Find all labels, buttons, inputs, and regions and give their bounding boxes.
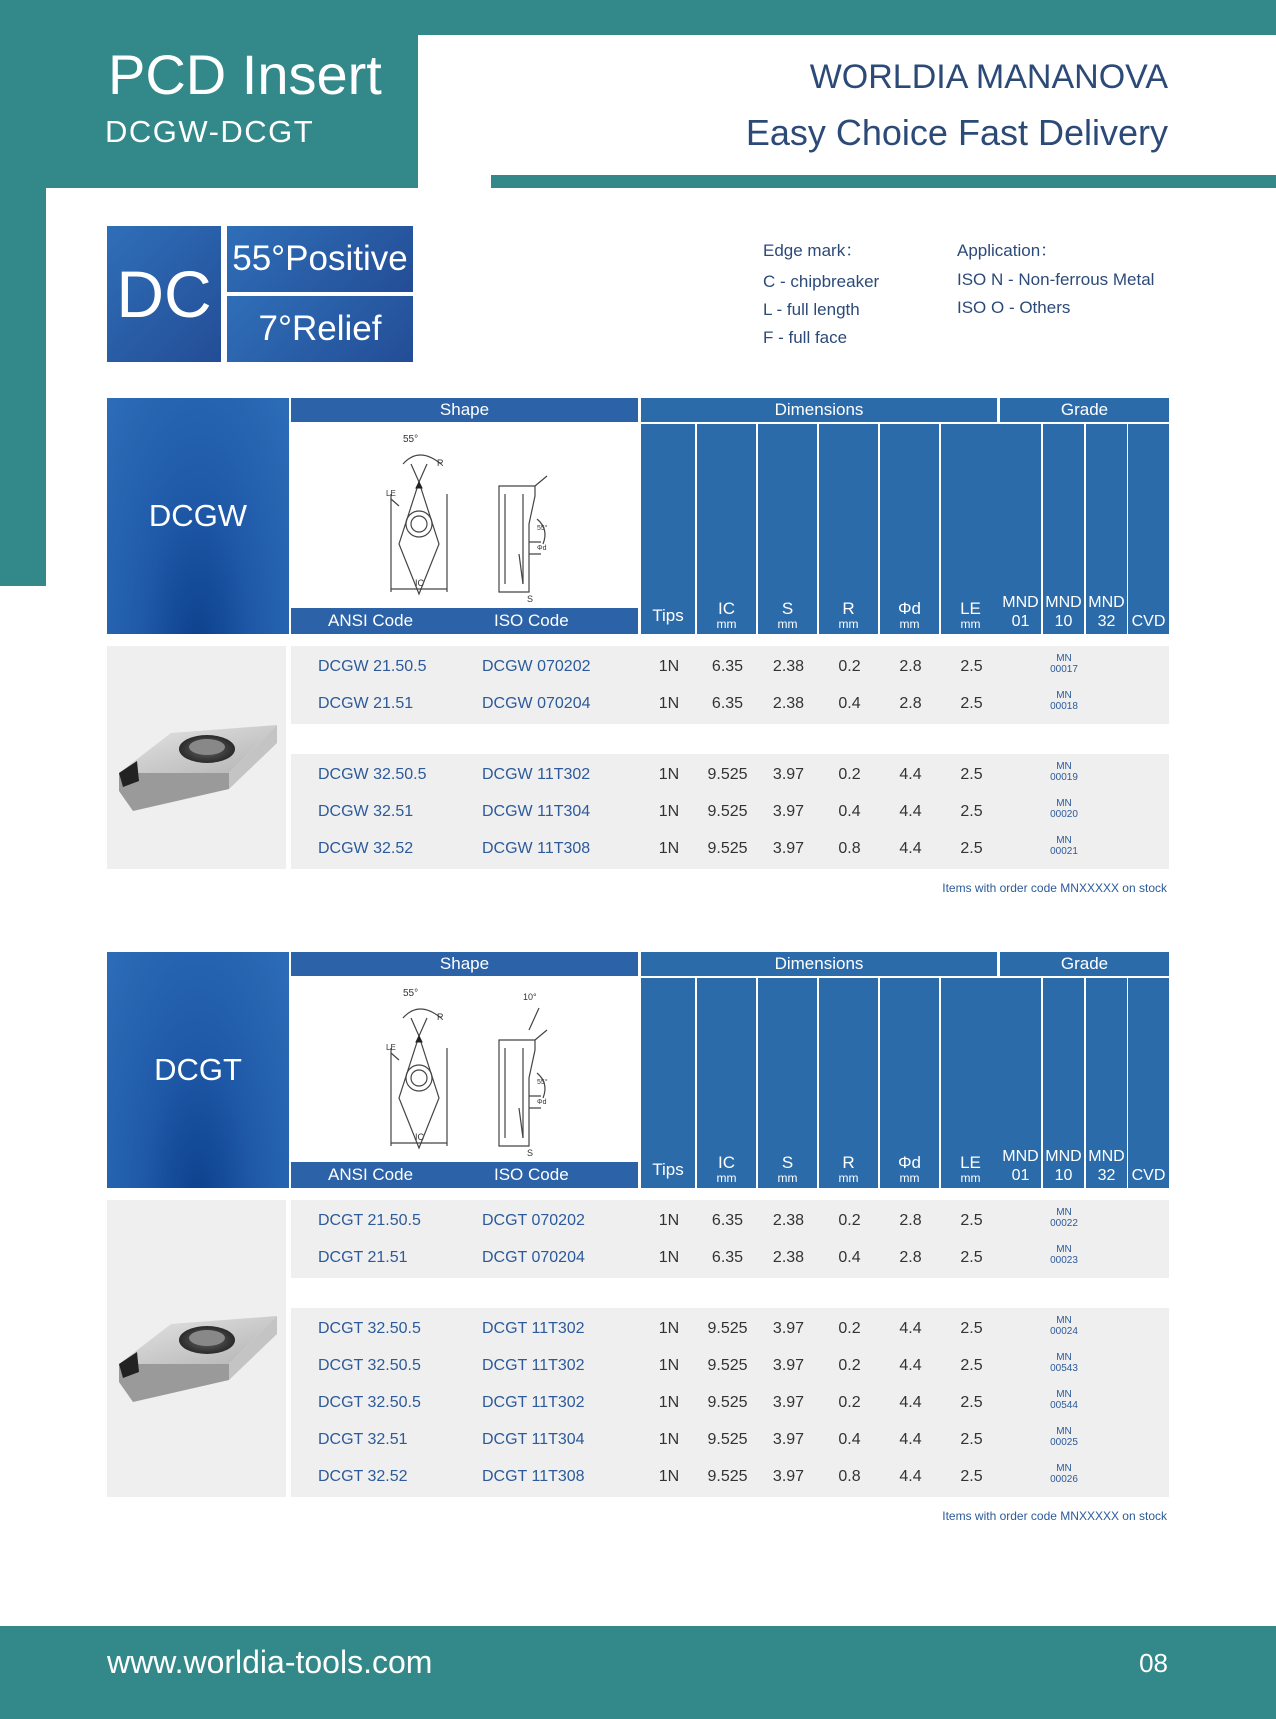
value-tips: 1N — [658, 658, 680, 675]
grade-column-header — [1000, 424, 1041, 634]
iso-code: DCGT 11T302 — [482, 1357, 585, 1374]
ansi-code-header: ANSI Code — [328, 611, 414, 630]
edge-mark-item: L - full length — [763, 300, 860, 319]
value-s: 3.97 — [772, 840, 805, 857]
edge-mark-item: C - chipbreaker — [763, 272, 880, 291]
order-code: 00018 — [1050, 701, 1078, 712]
iso-code: DCGT 11T302 — [482, 1320, 585, 1337]
edge-mark-item: F - full face — [763, 328, 848, 347]
value-tips: 1N — [658, 1394, 680, 1411]
iso-code: DCGW 070204 — [482, 695, 591, 712]
table-row — [0, 1312, 1276, 1346]
table-row — [0, 1204, 1276, 1238]
value-le: 2.5 — [960, 695, 983, 712]
value-tips: 1N — [658, 1249, 680, 1266]
value-tips: 1N — [658, 840, 680, 857]
value-r: 0.2 — [838, 1394, 861, 1411]
page-title: PCD Insert — [108, 43, 382, 106]
diagram-label: 55° — [403, 988, 419, 999]
column-unit: mm — [716, 617, 737, 631]
grade-label: MND — [1045, 1148, 1082, 1165]
grade-sublabel: 32 — [1097, 1167, 1116, 1184]
iso-code: DCGT 11T308 — [482, 1468, 585, 1485]
grade-sublabel: 32 — [1097, 613, 1116, 630]
order-code: 00019 — [1050, 772, 1078, 783]
brand-name: WORLDIA MANANOVA — [809, 58, 1168, 96]
value-tips: 1N — [658, 1468, 680, 1485]
grade-header: Grade — [1000, 952, 1169, 976]
value-tips: 1N — [658, 1320, 680, 1337]
value-ic: 9.525 — [707, 1468, 748, 1485]
value-r: 0.4 — [838, 1431, 861, 1448]
value-d: 4.4 — [899, 1431, 922, 1448]
stock-note: Items with order code MNXXXXX on stock — [942, 1509, 1167, 1523]
grade-sublabel: 01 — [1011, 1167, 1030, 1184]
value-d: 4.4 — [899, 803, 922, 820]
value-s: 3.97 — [772, 803, 805, 820]
page-subtitle: DCGW-DCGT — [105, 114, 315, 149]
column-label: Φd — [897, 1153, 922, 1172]
value-r: 0.2 — [838, 1320, 861, 1337]
application-title: Application： — [957, 241, 1058, 260]
diagram-label: LE — [386, 489, 396, 498]
value-r: 0.2 — [838, 1357, 861, 1374]
value-d: 2.8 — [899, 658, 922, 675]
grade-label: MND — [1002, 594, 1039, 611]
column-unit: mm — [960, 1171, 981, 1185]
value-ic: 6.35 — [711, 1249, 744, 1266]
shape-header: Shape — [291, 398, 638, 422]
value-tips: 1N — [658, 1357, 680, 1374]
value-le: 2.5 — [960, 803, 983, 820]
page-number: 08 — [1139, 1648, 1168, 1678]
column-label: IC — [718, 1153, 735, 1172]
insert-shape-diagram — [291, 978, 639, 1162]
column-header-d — [880, 978, 939, 1188]
shape-diagram-panel — [291, 978, 638, 1162]
value-s: 3.97 — [772, 1431, 805, 1448]
diagram-label: R — [437, 1012, 444, 1022]
table-row — [0, 1460, 1276, 1494]
column-header-s — [758, 424, 817, 634]
ansi-code: DCGW 32.50.5 — [318, 766, 427, 783]
column-header-r — [819, 424, 878, 634]
ansi-code: DCGT 32.51 — [318, 1431, 408, 1448]
value-ic: 9.525 — [707, 766, 748, 783]
value-r: 0.2 — [838, 1212, 861, 1229]
column-label: S — [781, 1153, 794, 1172]
value-s: 2.38 — [772, 1212, 805, 1229]
dimensions-header: Dimensions — [641, 398, 997, 422]
value-d: 4.4 — [899, 1357, 922, 1374]
value-le: 2.5 — [960, 1468, 983, 1485]
diagram-label: S — [527, 594, 534, 604]
column-header-tips — [641, 978, 695, 1188]
grade-label: CVD — [1131, 613, 1166, 630]
column-unit: mm — [777, 1171, 798, 1185]
value-r: 0.4 — [838, 695, 861, 712]
diagram-label: S — [527, 1148, 534, 1158]
column-unit: mm — [716, 1171, 737, 1185]
value-ic: 6.35 — [711, 658, 744, 675]
value-le: 2.5 — [960, 1249, 983, 1266]
order-code-prefix: MN — [1056, 1352, 1072, 1363]
value-r: 0.8 — [838, 840, 861, 857]
column-unit: mm — [899, 1171, 920, 1185]
series-header-image: DCGW — [107, 398, 289, 634]
diagram-label: IC — [415, 1132, 424, 1142]
diagram-label: 55° — [403, 434, 419, 445]
diagram-label: 10° — [523, 992, 537, 1002]
column-header-s — [758, 978, 817, 1188]
value-r: 0.2 — [838, 658, 861, 675]
order-code: 00020 — [1050, 809, 1078, 820]
order-code: 00021 — [1050, 846, 1078, 857]
order-code-prefix: MN — [1056, 1315, 1072, 1326]
table-row — [0, 650, 1276, 684]
diagram-label: Φd — [537, 1099, 547, 1106]
grade-header: Grade — [1000, 398, 1169, 422]
table-row — [0, 1423, 1276, 1457]
table-row — [0, 1241, 1276, 1275]
table-row — [0, 1386, 1276, 1420]
value-d: 2.8 — [899, 1249, 922, 1266]
value-le: 2.5 — [960, 1394, 983, 1411]
shape-header: Shape — [291, 952, 638, 976]
table-row — [0, 1349, 1276, 1383]
iso-code: DCGT 070202 — [482, 1212, 585, 1229]
column-unit: mm — [960, 617, 981, 631]
iso-code: DCGW 11T302 — [482, 766, 591, 783]
order-code: 00543 — [1050, 1363, 1078, 1374]
value-tips: 1N — [658, 695, 680, 712]
iso-code: DCGW 11T308 — [482, 840, 591, 857]
iso-code-header: ISO Code — [494, 1165, 569, 1184]
value-r: 0.8 — [838, 1468, 861, 1485]
column-header-ic — [697, 424, 756, 634]
order-code: 00022 — [1050, 1218, 1078, 1229]
order-code-prefix: MN — [1056, 1207, 1072, 1218]
iso-code: DCGT 11T302 — [482, 1394, 585, 1411]
value-ic: 9.525 — [707, 1320, 748, 1337]
website-link[interactable]: www.worldia-tools.com — [107, 1644, 433, 1680]
insert-relief: 7°Relief — [227, 296, 413, 362]
grade-column-header — [1086, 978, 1127, 1188]
grade-column-header — [1128, 978, 1169, 1188]
column-label: LE — [960, 599, 981, 618]
iso-code-header: ISO Code — [494, 611, 569, 630]
column-label: Tips — [652, 606, 684, 625]
table-row — [0, 758, 1276, 792]
order-code-prefix: MN — [1056, 1389, 1072, 1400]
header-top-bar — [0, 0, 1276, 35]
value-s: 3.97 — [772, 766, 805, 783]
diagram-label: Φd — [537, 545, 547, 552]
value-le: 2.5 — [960, 1357, 983, 1374]
application-item: ISO N - Non-ferrous Metal — [957, 270, 1155, 289]
stock-note: Items with order code MNXXXXX on stock — [942, 881, 1167, 895]
order-code: 00024 — [1050, 1326, 1078, 1337]
value-le: 2.5 — [960, 1431, 983, 1448]
value-r: 0.4 — [838, 1249, 861, 1266]
grade-column-header — [1128, 424, 1169, 634]
column-header-ic — [697, 978, 756, 1188]
order-code: 00025 — [1050, 1437, 1078, 1448]
diagram-label: LE — [386, 1043, 396, 1052]
order-code-prefix: MN — [1056, 798, 1072, 809]
value-d: 4.4 — [899, 840, 922, 857]
brand-slogan: Easy Choice Fast Delivery — [745, 112, 1168, 153]
value-ic: 6.35 — [711, 695, 744, 712]
value-d: 4.4 — [899, 1394, 922, 1411]
value-ic: 9.525 — [707, 1394, 748, 1411]
value-tips: 1N — [658, 1431, 680, 1448]
left-accent-strip — [0, 188, 46, 586]
column-label: R — [842, 1153, 855, 1172]
value-s: 2.38 — [772, 1249, 805, 1266]
value-s: 2.38 — [772, 695, 805, 712]
value-le: 2.5 — [960, 840, 983, 857]
ansi-code: DCGT 21.51 — [318, 1249, 408, 1266]
grade-label: MND — [1045, 594, 1082, 611]
value-le: 2.5 — [960, 1320, 983, 1337]
code-header-bar — [291, 608, 638, 634]
insert-angle: 55°Positive — [227, 226, 413, 292]
shape-diagram-panel — [291, 424, 638, 608]
column-header-le — [941, 978, 1000, 1188]
iso-code: DCGT 11T304 — [482, 1431, 585, 1448]
iso-code: DCGW 070202 — [482, 658, 591, 675]
value-tips: 1N — [658, 1212, 680, 1229]
order-code-prefix: MN — [1056, 1244, 1072, 1255]
insert-shape-code: DC — [107, 226, 221, 362]
order-code: 00023 — [1050, 1255, 1078, 1266]
diagram-label: 55° — [537, 1079, 548, 1086]
column-unit: mm — [777, 617, 798, 631]
grade-label: MND — [1088, 594, 1125, 611]
column-label: LE — [960, 1153, 981, 1172]
ansi-code: DCGT 21.50.5 — [318, 1212, 421, 1229]
column-label: IC — [718, 599, 735, 618]
header-rule — [491, 175, 1276, 188]
diagram-label: R — [437, 458, 444, 468]
value-le: 2.5 — [960, 658, 983, 675]
ansi-code-header: ANSI Code — [328, 1165, 414, 1184]
iso-code: DCGW 11T304 — [482, 803, 591, 820]
value-ic: 9.525 — [707, 803, 748, 820]
value-ic: 6.35 — [711, 1212, 744, 1229]
column-label: Φd — [897, 599, 922, 618]
edge-mark-title: Edge mark： — [763, 241, 863, 260]
ansi-code: DCGW 21.50.5 — [318, 658, 427, 675]
value-r: 0.2 — [838, 766, 861, 783]
order-code: 00026 — [1050, 1474, 1078, 1485]
series-header-image: DCGT — [107, 952, 289, 1188]
grade-label: CVD — [1131, 1167, 1166, 1184]
grade-column-header — [1000, 978, 1041, 1188]
dimensions-header: Dimensions — [641, 952, 997, 976]
column-label: Tips — [652, 1160, 684, 1179]
column-unit: mm — [838, 617, 859, 631]
value-tips: 1N — [658, 803, 680, 820]
grade-sublabel: 10 — [1054, 613, 1073, 630]
value-d: 2.8 — [899, 695, 922, 712]
diagram-label: IC — [415, 578, 424, 588]
value-s: 2.38 — [772, 658, 805, 675]
grade-label: MND — [1088, 1148, 1125, 1165]
order-code-prefix: MN — [1056, 1463, 1072, 1474]
order-code-prefix: MN — [1056, 653, 1072, 664]
table-row — [0, 795, 1276, 829]
value-d: 2.8 — [899, 1212, 922, 1229]
grade-sublabel: 10 — [1054, 1167, 1073, 1184]
ansi-code: DCGW 32.52 — [318, 840, 414, 857]
code-header-bar — [291, 1162, 638, 1188]
order-code-prefix: MN — [1056, 761, 1072, 772]
value-tips: 1N — [658, 766, 680, 783]
table-row — [0, 687, 1276, 721]
table-row — [0, 832, 1276, 866]
order-code-prefix: MN — [1056, 1426, 1072, 1437]
value-s: 3.97 — [772, 1357, 805, 1374]
diagram-label: 55° — [537, 525, 548, 532]
column-label: R — [842, 599, 855, 618]
grade-column-header — [1043, 424, 1084, 634]
value-ic: 9.525 — [707, 1431, 748, 1448]
ansi-code: DCGW 21.51 — [318, 695, 414, 712]
insert-shape-diagram — [291, 424, 639, 608]
column-header-r — [819, 978, 878, 1188]
value-le: 2.5 — [960, 766, 983, 783]
value-ic: 9.525 — [707, 840, 748, 857]
column-header-tips — [641, 424, 695, 634]
column-label: S — [781, 599, 794, 618]
order-code-prefix: MN — [1056, 690, 1072, 701]
grade-sublabel: 01 — [1011, 613, 1030, 630]
column-unit: mm — [899, 617, 920, 631]
column-unit: mm — [838, 1171, 859, 1185]
value-r: 0.4 — [838, 803, 861, 820]
ansi-code: DCGW 32.51 — [318, 803, 414, 820]
value-d: 4.4 — [899, 1320, 922, 1337]
ansi-code: DCGT 32.50.5 — [318, 1320, 421, 1337]
value-ic: 9.525 — [707, 1357, 748, 1374]
iso-code: DCGT 070204 — [482, 1249, 585, 1266]
column-header-d — [880, 424, 939, 634]
order-code: 00017 — [1050, 664, 1078, 675]
column-header-le — [941, 424, 1000, 634]
value-d: 4.4 — [899, 766, 922, 783]
application-item: ISO O - Others — [957, 298, 1071, 317]
grade-column-header — [1043, 978, 1084, 1188]
order-code-prefix: MN — [1056, 835, 1072, 846]
order-code: 00544 — [1050, 1400, 1078, 1411]
value-s: 3.97 — [772, 1394, 805, 1411]
value-s: 3.97 — [772, 1468, 805, 1485]
value-d: 4.4 — [899, 1468, 922, 1485]
grade-label: MND — [1002, 1148, 1039, 1165]
ansi-code: DCGT 32.52 — [318, 1468, 408, 1485]
value-le: 2.5 — [960, 1212, 983, 1229]
grade-column-header — [1086, 424, 1127, 634]
value-s: 3.97 — [772, 1320, 805, 1337]
ansi-code: DCGT 32.50.5 — [318, 1357, 421, 1374]
ansi-code: DCGT 32.50.5 — [318, 1394, 421, 1411]
